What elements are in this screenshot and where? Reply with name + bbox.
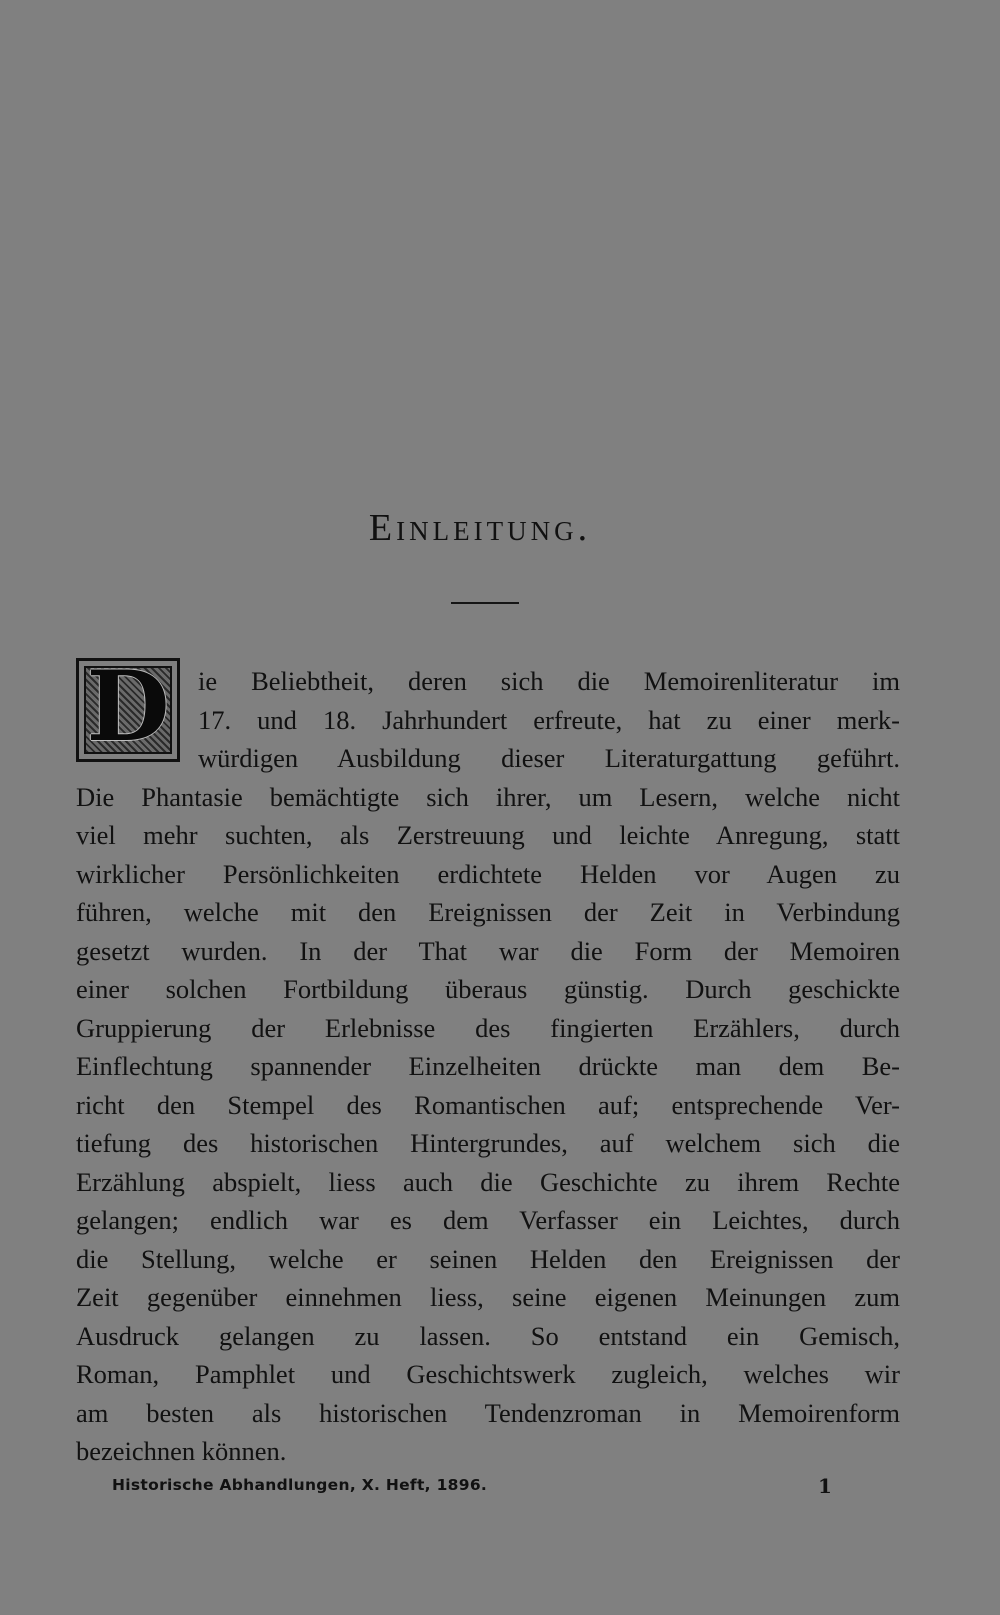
text-line: richt den Stempel des Romantischen auf; entsprechende Ver-	[76, 1089, 900, 1120]
text-line: wirklicher Persönlichkeiten erdichtete Helden vor Augen zu	[76, 858, 900, 889]
text-line: Einflechtung spannender Einzelheiten drückte man dem Be-	[76, 1051, 900, 1081]
text-line: tiefung des historischen Hintergrundes, auf welchem sich die	[76, 1128, 900, 1158]
text-line: viel mehr suchten, als Zerstreuung und leichte Anregung, statt	[76, 820, 900, 850]
paragraph	[76, 662, 900, 1471]
title-divider	[451, 602, 519, 604]
text-line: Erzählung abspielt, liess auch die Geschichte zu ihrem Rechte	[76, 1166, 900, 1197]
text-line: Die Phantasie bemächtigte sich ihrer, um Lesern, welche nicht	[76, 781, 900, 812]
text-line: bezeichnen können.	[76, 1436, 287, 1466]
text-line: Roman, Pamphlet und Geschichtswerk zugleich, welches wir	[76, 1359, 900, 1389]
chapter-title: Einleitung.	[368, 507, 592, 549]
text-line: einer solchen Fortbildung überaus günstig. Durch geschickte	[76, 974, 900, 1004]
page-number: 1	[818, 1474, 832, 1498]
text-line: Gruppierung der Erlebnisse des fingierten Erzählers, durch	[76, 1012, 900, 1043]
text-line: die Stellung, welche er seinen Helden den Ereignissen der	[76, 1243, 900, 1274]
initial-letter: D	[86, 650, 170, 763]
signature-line: Historische Abhandlungen, X. Heft, 1896.	[112, 1476, 488, 1494]
text-line: 17. und 18. Jahrhundert erfreute, hat zu einer merk-	[198, 704, 900, 735]
text-line: führen, welche mit den Ereignissen der Zeit in Verbindung	[76, 897, 900, 927]
text-line: gelangen; endlich war es dem Verfasser ein Leichtes, durch	[76, 1205, 900, 1235]
text-line: Zeit gegenüber einnehmen liess, seine eigenen Meinungen zum	[76, 1282, 900, 1312]
text-line: Ausdruck gelangen zu lassen. So entstand ein Gemisch,	[76, 1320, 900, 1351]
text-line: am besten als historischen Tendenzroman in Memoirenform	[76, 1397, 900, 1428]
text-line: würdigen Ausbildung dieser Literaturgattung geführt.	[198, 743, 900, 773]
text-line: ie Beliebtheit, deren sich die Memoirenliteratur im	[198, 666, 900, 696]
text-line: gesetzt wurden. In der That war die Form der Memoiren	[76, 935, 900, 966]
